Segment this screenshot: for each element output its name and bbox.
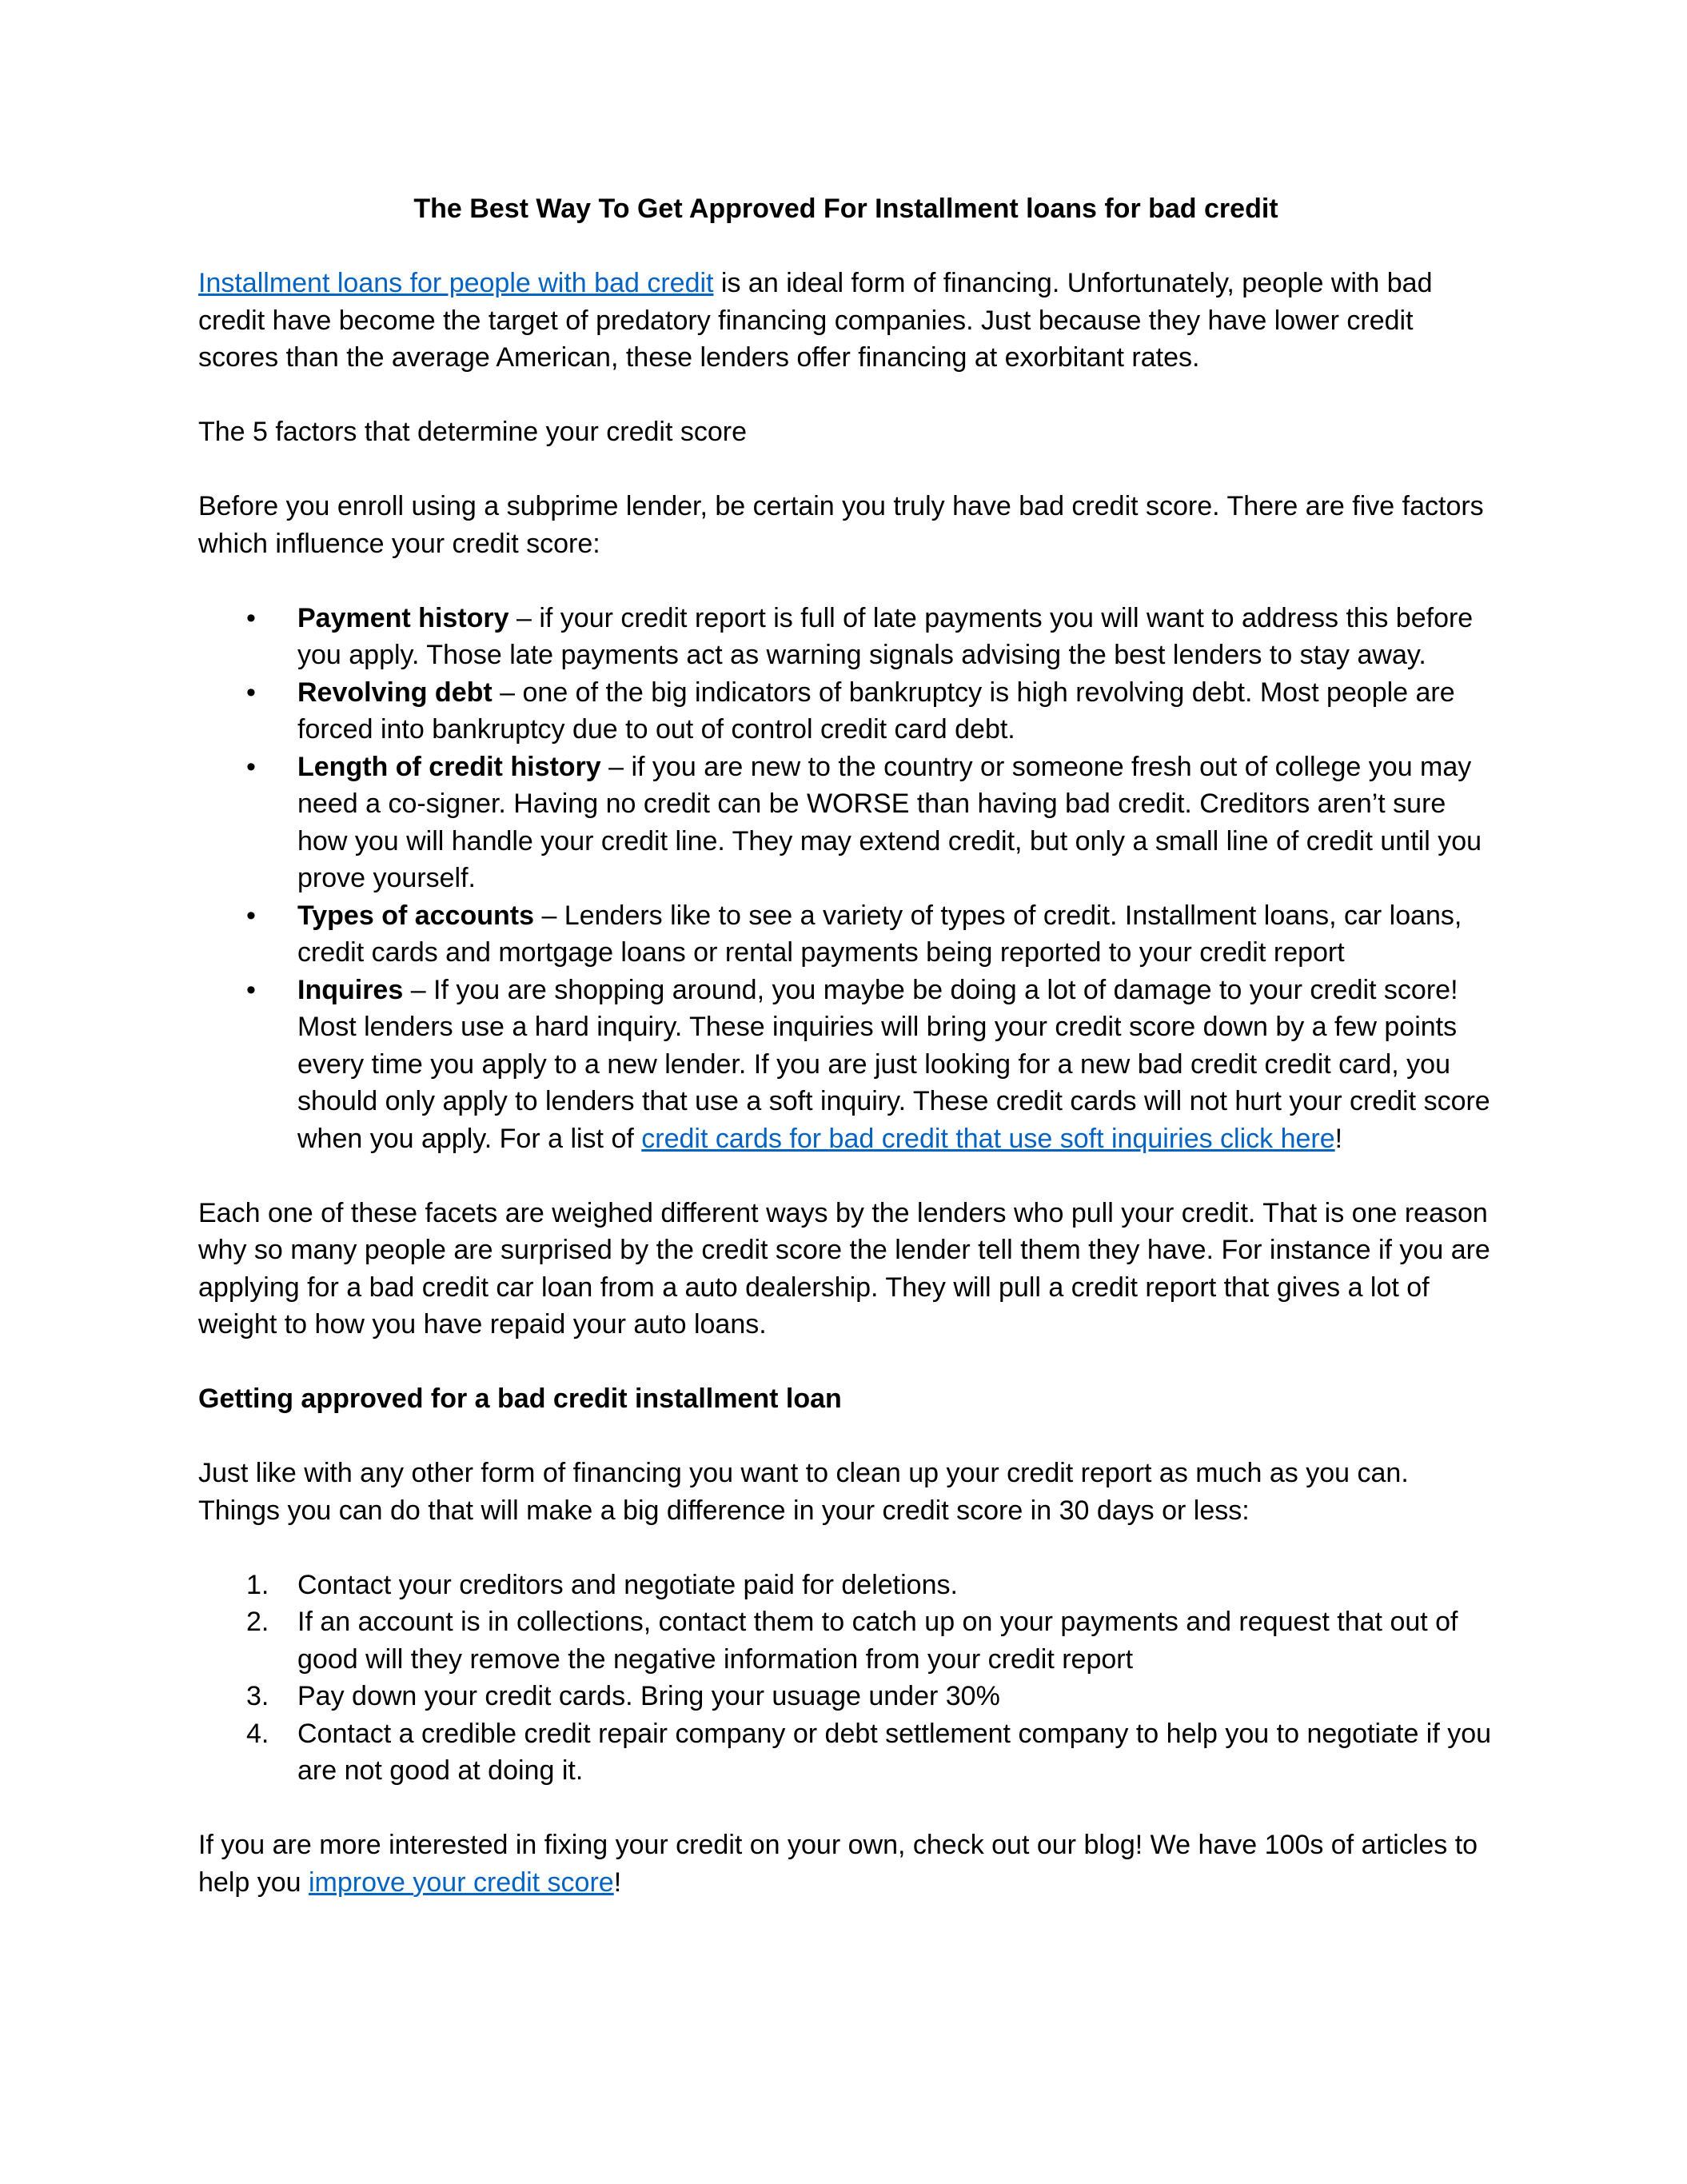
list-item — [198, 1678, 1494, 1715]
factor-text: – if your credit report is full of late payments you will want to address this before you apply. Those late payments act as warning signals advising the best lenders to stay away. — [297, 602, 1474, 670]
installment-loans-link[interactable]: Installment loans for people with bad credit — [198, 268, 714, 298]
factor-term: Length of credit history — [297, 751, 601, 782]
steps-list — [198, 1567, 1494, 1790]
approval-intro: Just like with any other form of financing you want to clean up your credit report as much as you can. Things you can do that will make a big difference in your credit score in 30 days or less: — [198, 1458, 1409, 1526]
factors-list — [198, 600, 1494, 1158]
step-number: 3. — [246, 1681, 269, 1711]
factor-text: – if you are new to the country or someone fresh out of college you may need a co-signer. Having no credit can be WORSE than having bad credit. Creditors aren’t sure how you will handle your credit line. They may extend credit, but only a small line of credit until you prove yourself. — [297, 751, 1482, 893]
intro-text: is an ideal form of financing. Unfortunately, people with bad credit have become the target of predatory financing companies. Just because they have lower credit scores than the average American, these lenders offer financing at exorbitant rates. — [198, 268, 1433, 373]
closing-text: If you are more interested in fixing your credit on your own, check out our blog! We have 100s of articles to help you — [198, 1830, 1478, 1898]
step-text: Contact your creditors and negotiate paid for deletions. — [297, 1569, 958, 1600]
factors-heading: The 5 factors that determine your credit score — [198, 417, 747, 447]
intro-paragraph — [198, 265, 1494, 377]
list-item — [198, 749, 1494, 897]
list-item — [198, 897, 1494, 972]
bullet-icon: • — [246, 677, 256, 708]
bullet-icon: • — [246, 751, 256, 782]
factor-term: Payment history — [297, 602, 509, 633]
step-text: Contact a credible credit repair company or debt settlement company to help you to negotiate if you are not good at doing it. — [297, 1718, 1492, 1786]
factor-term: Types of accounts — [297, 900, 534, 931]
improve-credit-score-link[interactable]: improve your credit score — [309, 1867, 614, 1898]
list-item — [198, 674, 1494, 749]
list-item — [198, 1715, 1494, 1790]
step-text: If an account is in collections, contact them to catch up on your payments and request that out of good will they remove the negative information from your credit report — [297, 1607, 1458, 1675]
list-item — [198, 600, 1494, 674]
closing-after-link: ! — [613, 1867, 622, 1898]
document-page — [198, 190, 1494, 1938]
soft-inquiry-cards-link[interactable]: credit cards for bad credit that use soft inquiries click here — [641, 1123, 1335, 1154]
bullet-icon: • — [246, 602, 256, 633]
factor-text: – one of the big indicators of bankruptcy is high revolving debt. Most people are forced into bankruptcy due to out of control credit card debt. — [297, 677, 1455, 745]
step-number: 4. — [246, 1718, 269, 1749]
facets-paragraph: Each one of these facets are weighed different ways by the lenders who pull your credit. That is one reason why so many people are surprised by the credit score the lender tell them they have. For instance if you are applying for a bad credit car loan from a auto dealership. They will pull a credit report that gives a lot of weight to how you have repaid your auto loans. — [198, 1197, 1490, 1340]
factor-term: Revolving debt — [297, 677, 493, 708]
step-number: 1. — [246, 1569, 269, 1600]
bullet-icon: • — [246, 974, 256, 1005]
step-number: 2. — [246, 1607, 269, 1637]
list-item — [198, 972, 1494, 1158]
factor-term: Inquires — [297, 974, 404, 1005]
approval-heading: Getting approved for a bad credit installment loan — [198, 1383, 842, 1414]
list-item — [198, 1567, 1494, 1604]
page-title: The Best Way To Get Approved For Installment loans for bad credit — [413, 194, 1278, 224]
factor-text: – If you are shopping around, you maybe be doing a lot of damage to your credit score! Most lenders use a hard inquiry. These inquiries will bring your credit score down by a few points every time you apply to a new lender. If you are just looking for a new bad credit credit card, you should only apply to lenders that use a soft inquiry. These credit cards will not hurt your credit score when you apply. For a list of — [297, 974, 1490, 1154]
step-text: Pay down your credit cards. Bring your usuage under 30% — [297, 1681, 1000, 1711]
factors-intro: Before you enroll using a subprime lender, be certain you truly have bad credit score. There are five factors which influence your credit score: — [198, 491, 1484, 559]
factor-text: – Lenders like to see a variety of types of credit. Installment loans, car loans, credit cards and mortgage loans or rental payments being reported to your credit report — [297, 900, 1462, 968]
list-item — [198, 1603, 1494, 1678]
factor-after-link: ! — [1334, 1123, 1343, 1154]
closing-paragraph — [198, 1827, 1494, 1901]
bullet-icon: • — [246, 900, 256, 931]
